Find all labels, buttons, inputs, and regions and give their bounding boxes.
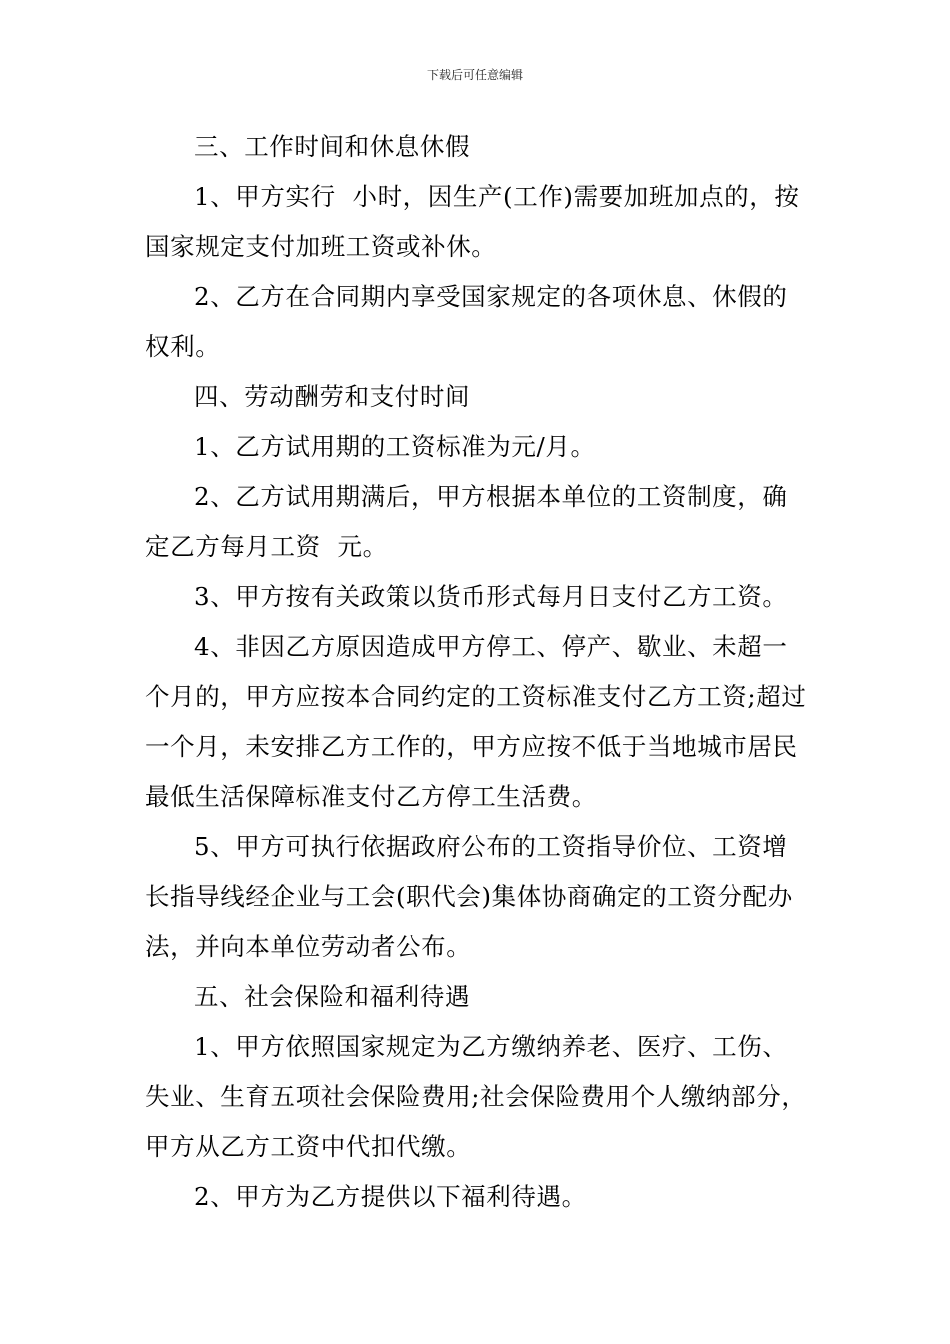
clause-paragraph: 5、甲方可执行依据政府公布的工资指导价位、工资增长指导线经企业与工会(职代会)集体协商确定的工资分配办法，并向本单位劳动者公布。	[145, 832, 793, 961]
clause-paragraph: 4、非因乙方原因造成甲方停工、停产、歇业、未超一个月的，甲方应按本合同约定的工资标准支付乙方工资;超过一个月，未安排乙方工作的，甲方应按不低于当地城市居民最低生活保障标准支付乙方停工生活费。	[145, 632, 807, 811]
clause-paragraph: 1、乙方试用期的工资标准为元/月。	[194, 432, 596, 461]
header-note: 下载后可任意编辑	[426, 68, 523, 82]
section-heading-remuneration: 四、劳动酬劳和支付时间	[194, 382, 471, 411]
section-heading-social-insurance: 五、社会保险和福利待遇	[194, 982, 471, 1011]
section-heading-work-hours: 三、工作时间和休息休假	[194, 132, 471, 161]
clause-paragraph: 3、甲方按有关政策以货币形式每月日支付乙方工资。	[194, 582, 788, 611]
clause-paragraph: 2、乙方在合同期内享受国家规定的各项休息、休假的权利。	[145, 282, 788, 361]
clause-paragraph: 1、甲方实行 小时，因生产(工作)需要加班加点的，按国家规定支付加班工资或补休。	[145, 182, 800, 261]
clause-paragraph: 1、甲方依照国家规定为乙方缴纳养老、医疗、工伤、失业、生育五项社会保险费用;社会保险费用个人缴纳部分，甲方从乙方工资中代扣代缴。	[145, 1032, 807, 1161]
clause-paragraph: 2、乙方试用期满后，甲方根据本单位的工资制度，确定乙方每月工资 元。	[145, 482, 788, 561]
document-body	[145, 122, 810, 1222]
clause-paragraph: 2、甲方为乙方提供以下福利待遇。	[194, 1182, 587, 1211]
